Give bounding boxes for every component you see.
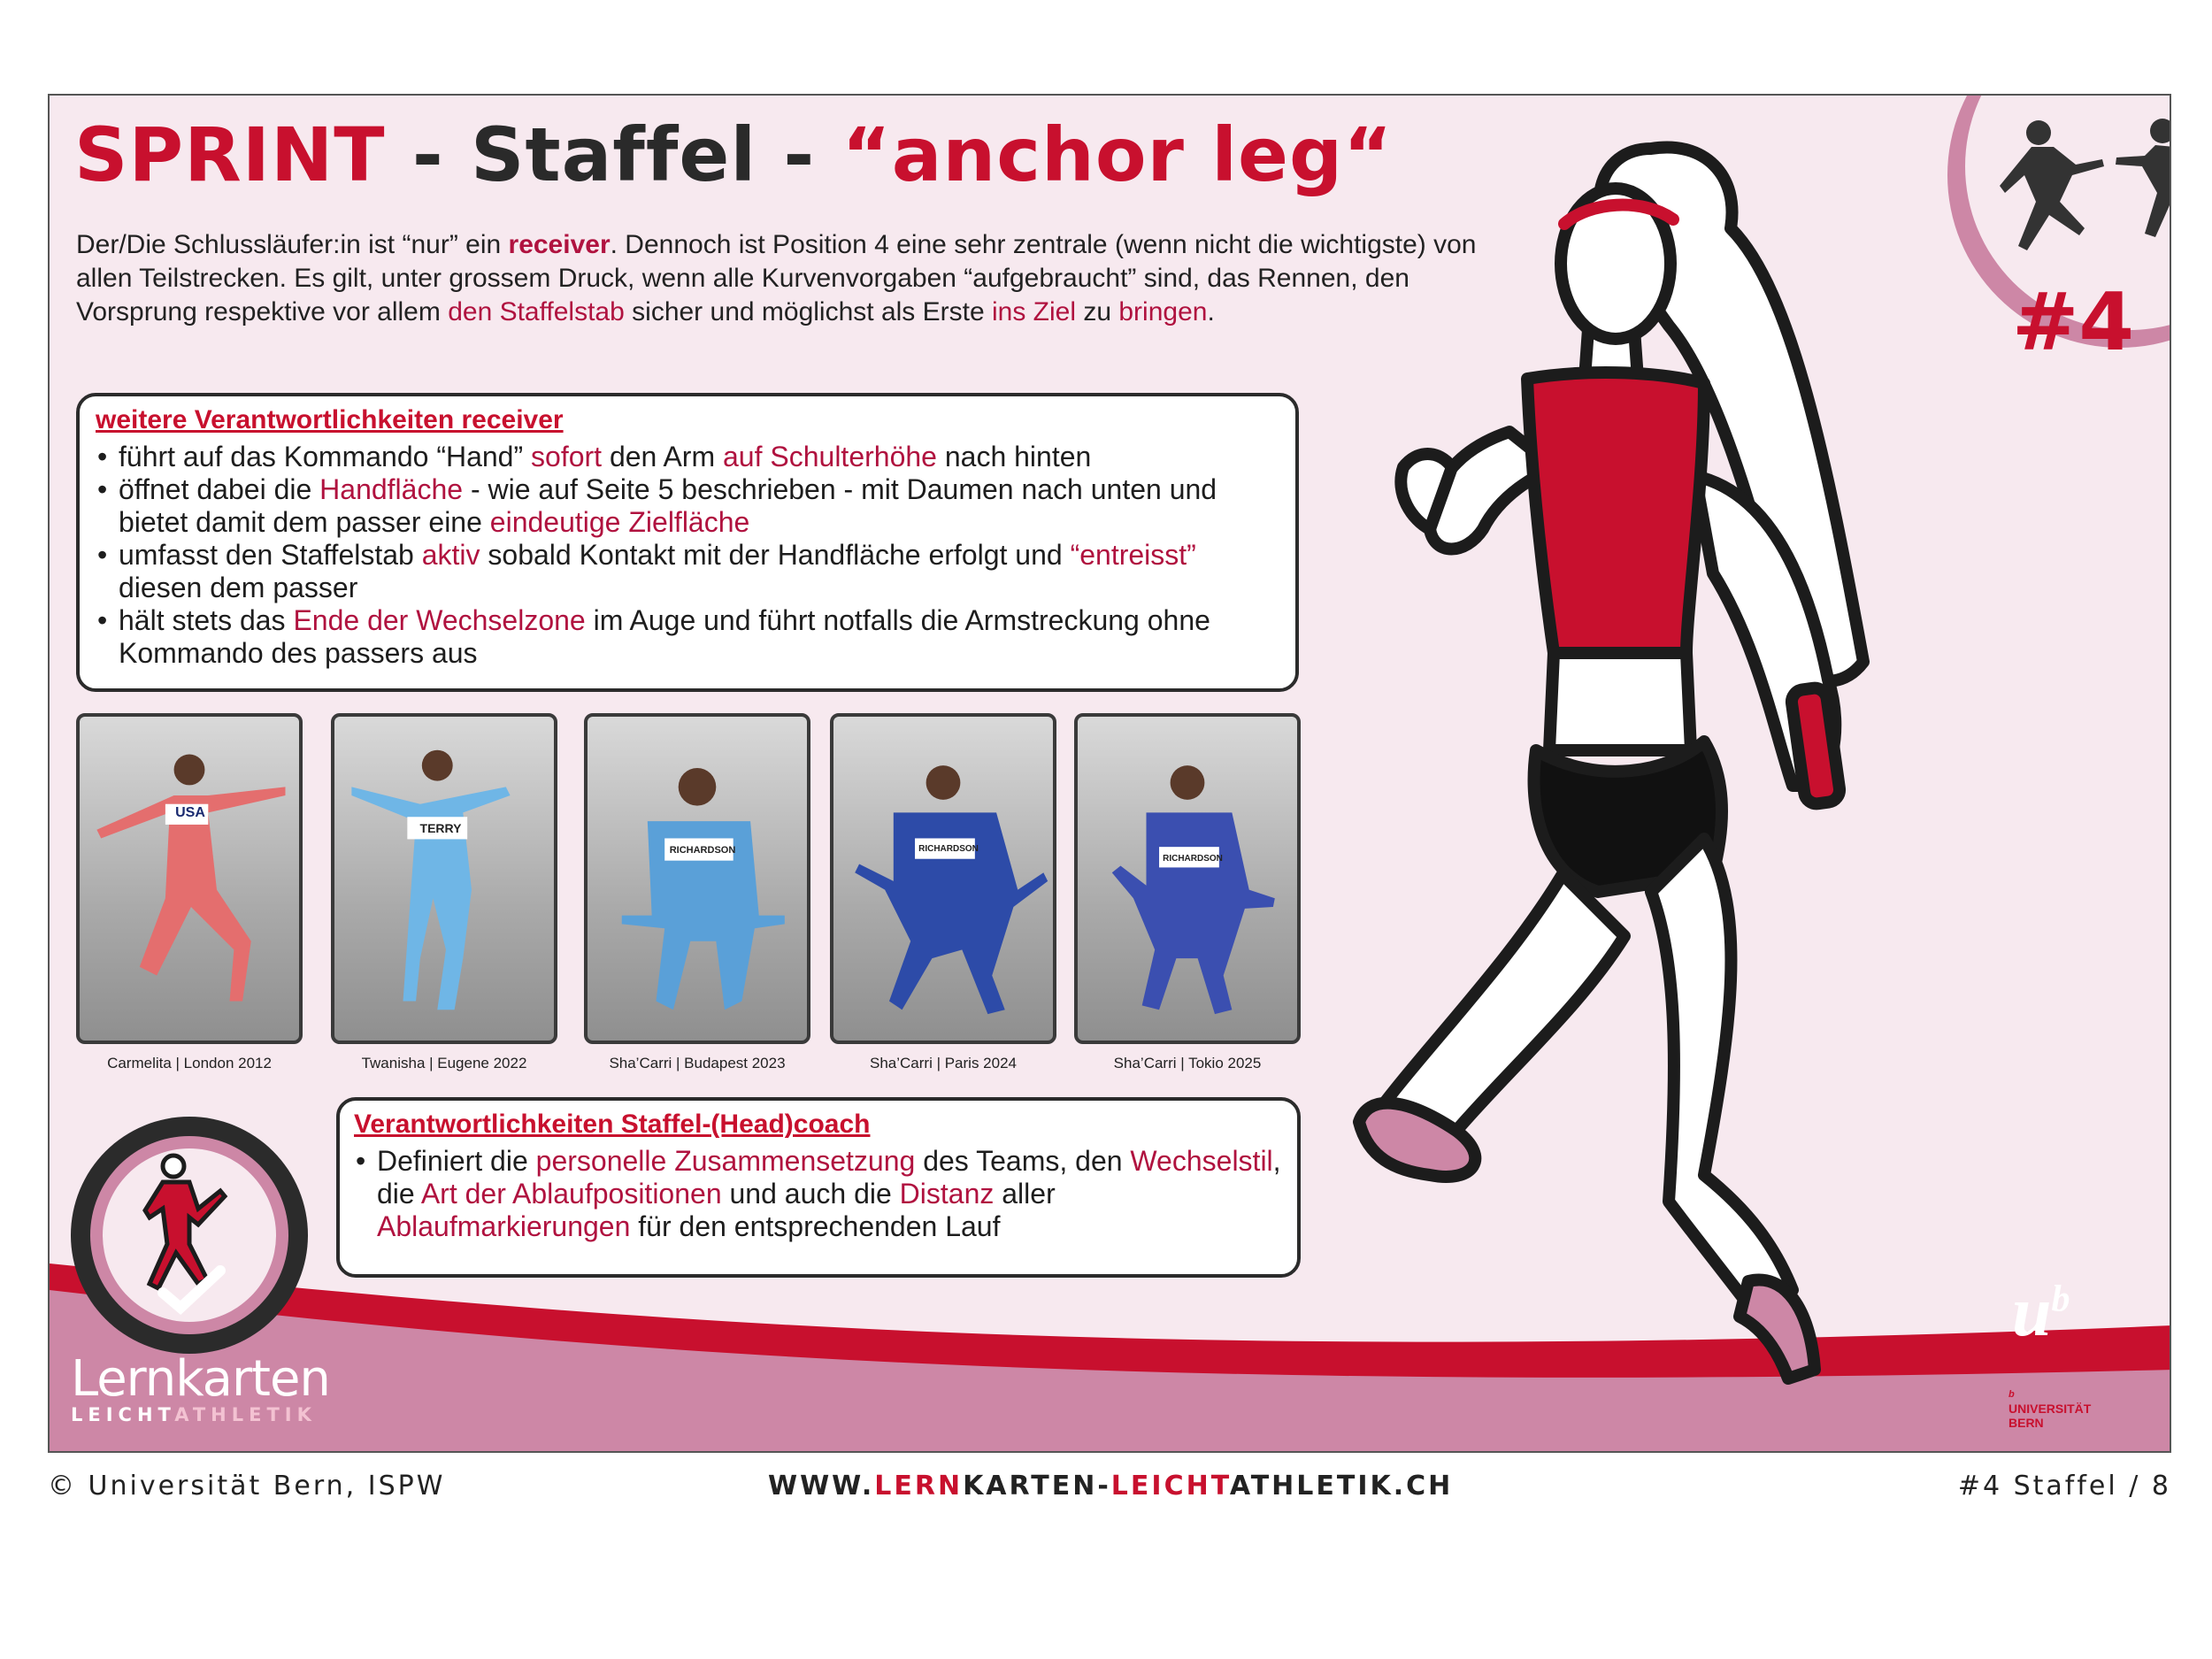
lernkarte [48, 94, 2171, 1453]
photo-carmelita: USA [76, 713, 303, 1044]
university-logo: $u^b$ [2012, 1273, 2070, 1351]
athlete-figure-icon [334, 717, 554, 1041]
photo-caption: Sha’Carri | Paris 2024 [870, 1055, 1017, 1071]
list-item: • umfasst den Staffelstab aktiv sobald Kontakt mit der Handfläche erfolgt und “entreisst” diesen dem passer [96, 539, 1279, 604]
title-sprint: SPRINT [74, 111, 386, 198]
coach-box-heading: Verantwortlichkeiten Staffel-(Head)coach [354, 1110, 871, 1139]
photo-shacarri-paris: RICHARDSON [830, 713, 1056, 1044]
intro-paragraph: Der/Die Schlussläufer:in ist “nur” ein receiver. Dennoch ist Position 4 eine sehr zentrale (wenn nicht die wichtigste) von allen Teilstrecken. Es gilt, unter grossem Druck, wenn alle Kurvenvorgaben “aufgebraucht” sind, das Rennen, den Vorsprung respektive vor allem den Staffelstab sicher und möglichst als Erste ins Ziel zu bringen. [76, 230, 1477, 326]
receiver-responsibilities-box [76, 393, 1299, 692]
page-reference: #4 Staffel / 8 [1957, 1471, 2171, 1502]
athlete-figure-icon [1078, 717, 1297, 1041]
list-item: • hält stets das Ende der Wechselzone im Auge und führt notfalls die Armstreckung ohne Kommando des passers aus [96, 604, 1279, 670]
title-staffel: Staffel [470, 111, 757, 198]
photo-caption: Twanisha | Eugene 2022 [361, 1055, 527, 1071]
athlete-figure-icon [833, 717, 1053, 1041]
athlete-figure-icon [588, 717, 807, 1041]
list-item: • öffnet dabei die Handfläche - wie auf Seite 5 beschrieben - mit Daumen nach unten und bietet damit dem passer eine eindeutige Zielfläche [96, 473, 1279, 539]
photo-caption: Sha’Carri | Tokio 2025 [1113, 1055, 1262, 1071]
coach-list [354, 1145, 1283, 1243]
copyright: © Universität Bern, ISPW [48, 1471, 446, 1502]
website-link[interactable]: WWW.LERNKARTEN-LEICHTATHLETIK.CH [768, 1471, 1454, 1502]
coach-icon [65, 1111, 313, 1359]
receiver-list [96, 441, 1279, 670]
lernkarten-logo: Lernkarten LEICHTATHLETIK [71, 1350, 330, 1425]
title-anchor-leg: “anchor leg“ [841, 111, 1394, 198]
page-title: SPRINT - Staffel - “anchor leg“ [74, 111, 1394, 198]
photo-twanisha: TERRY [331, 713, 557, 1044]
photo-caption: Carmelita | London 2012 [107, 1055, 272, 1071]
photo-shacarri-budapest: RICHARDSON [584, 713, 810, 1044]
receiver-box-heading: weitere Verantwortlichkeiten receiver [96, 405, 564, 434]
list-item: • führt auf das Kommando “Hand” sofort den Arm auf Schulterhöhe nach hinten [96, 441, 1279, 473]
list-item: • Definiert die personelle Zusammensetzung des Teams, den Wechselstil, die Art der Ablaufpositionen und auch die Distanz aller Ablaufmarkierungen für den entsprechenden Lauf [354, 1145, 1283, 1243]
coach-responsibilities-box [336, 1097, 1301, 1278]
photo-shacarri-tokio: RICHARDSON [1074, 713, 1301, 1044]
photo-caption: Sha’Carri | Budapest 2023 [609, 1055, 786, 1071]
athlete-figure-icon [80, 717, 299, 1041]
page-number-badge: #4 [2012, 276, 2135, 369]
university-name: b UNIVERSITÄT BERN [2008, 1389, 2092, 1430]
